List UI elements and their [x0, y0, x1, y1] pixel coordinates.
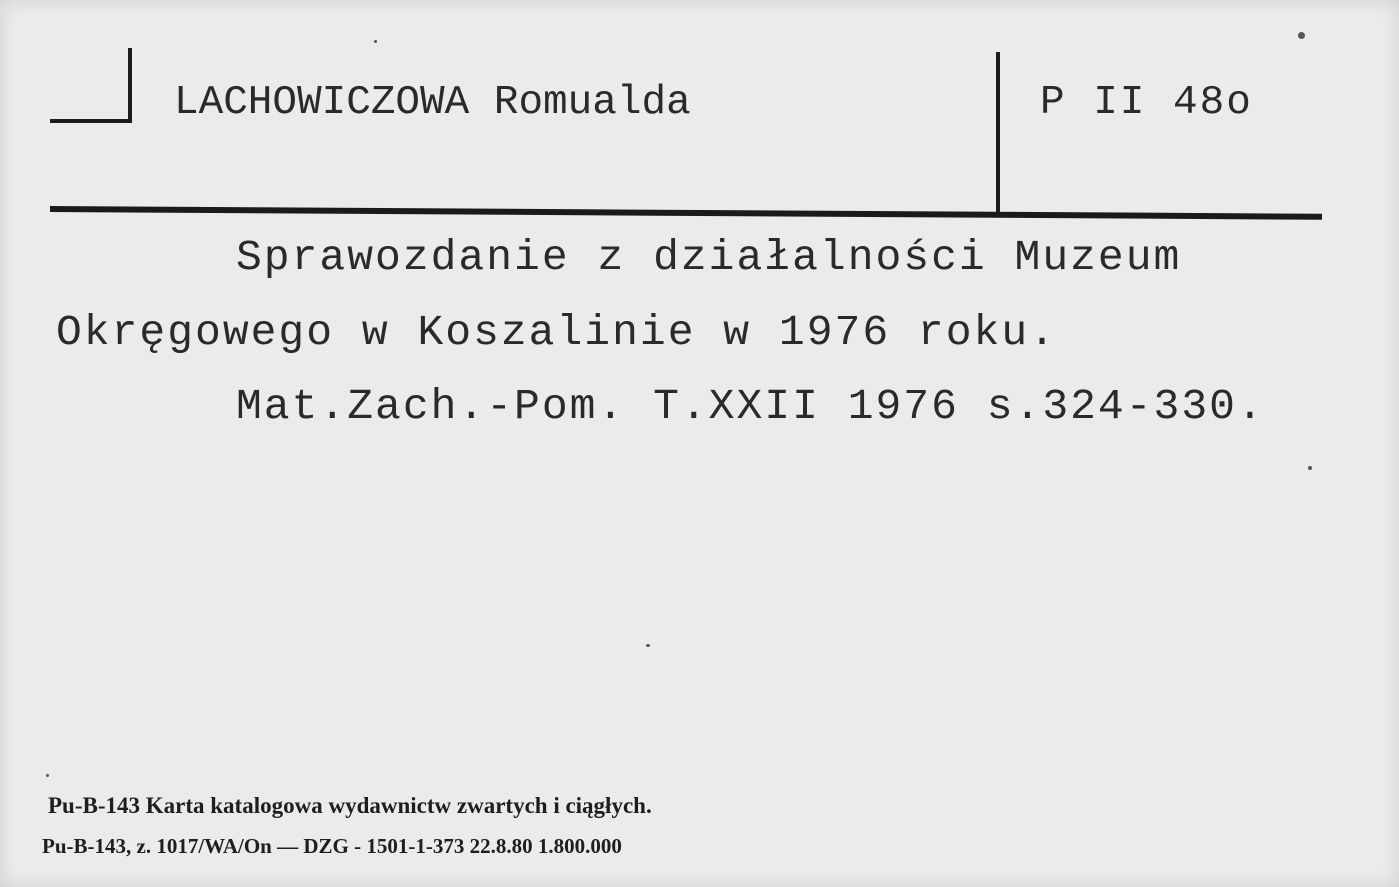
title-line-1: Sprawozdanie z działalności Muzeum — [236, 233, 1182, 282]
corner-mark-horizontal — [50, 119, 132, 123]
dust-speck — [646, 644, 650, 647]
corner-mark-vertical — [128, 48, 132, 122]
signature-divider — [996, 52, 1000, 214]
author-name: LACHOWICZOWA Romualda — [174, 80, 691, 126]
dust-speck — [374, 40, 377, 43]
form-print-info: Pu-B-143, z. 1017/WA/On — DZG - 1501-1-373 22.8.80 1.800.000 — [42, 834, 622, 858]
form-name: Pu-B-143 Karta katalogowa wydawnictw zwartych i ciągłych. — [48, 793, 652, 818]
dust-speck — [1308, 466, 1312, 470]
dust-speck — [1298, 32, 1305, 39]
shelf-signature: P II 48o — [1040, 80, 1253, 126]
header-rule — [50, 206, 1322, 220]
dust-speck — [46, 774, 49, 777]
title-line-2: Okręgowego w Koszalinie w 1976 roku. — [56, 308, 1057, 357]
source-line: Mat.Zach.-Pom. T.XXII 1976 s.324-330. — [236, 382, 1265, 431]
